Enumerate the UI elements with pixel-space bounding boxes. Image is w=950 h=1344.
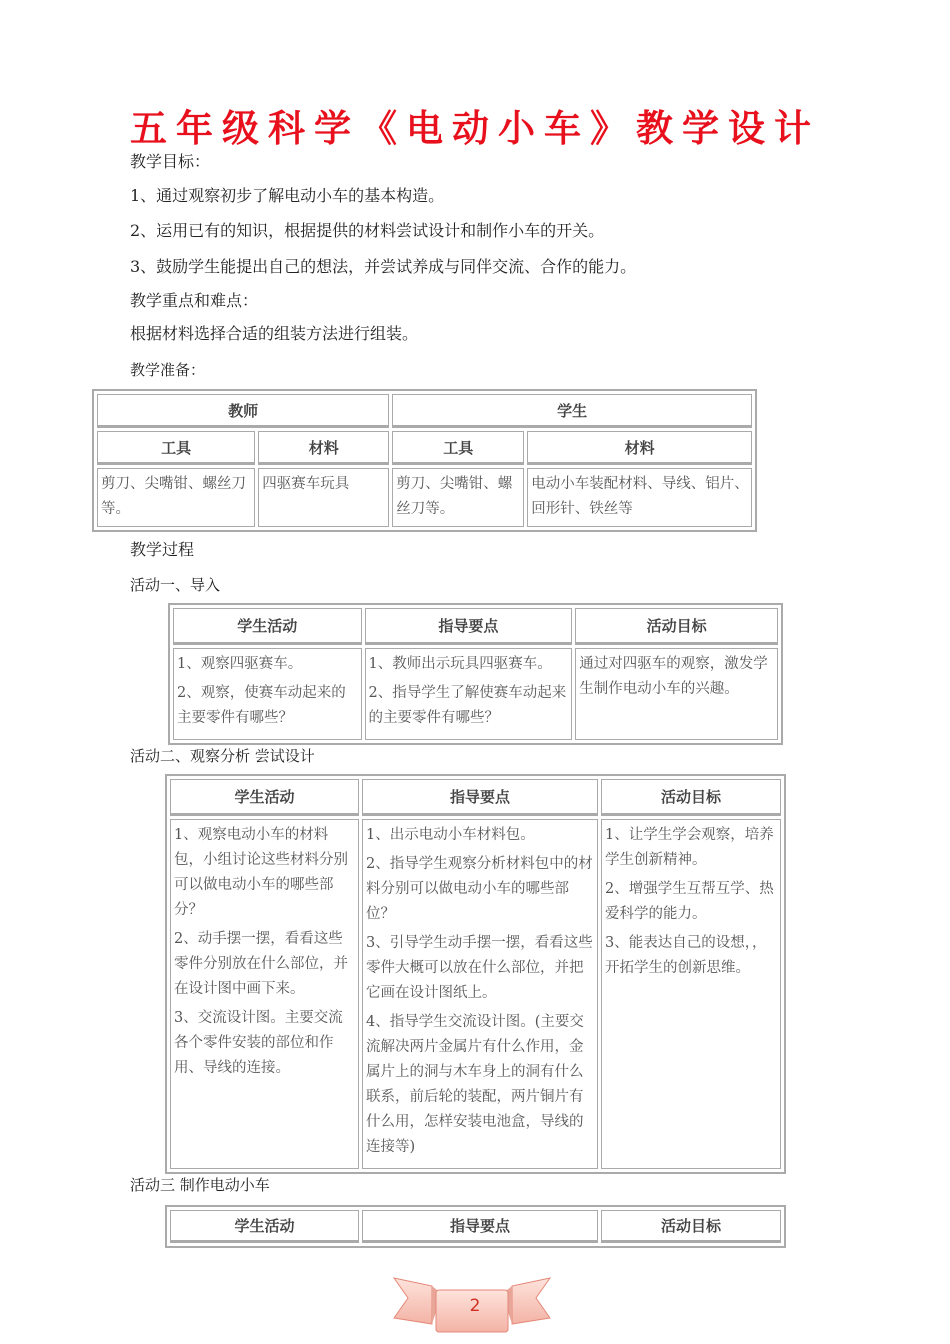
activity1-table [168, 603, 783, 745]
a1-student-cell: 1、观察四驱赛车。 2、观察，使赛车动起来的主要零件有哪些？ [173, 648, 362, 740]
a2-student-cell: 1、观察电动小车的材料包，小组讨论这些材料分别可以做电动小车的哪些部分？ 2、动手摆一摆，看看这些零件分别放在什么部位，并在设计图中画下来。 3、交流设计图。主要交流各个零件安装的部位和作用、导线的连接。 [170, 819, 359, 1169]
a1-goal-header: 活动目标 [575, 608, 778, 645]
student-tools-cell: 剪刀、尖嘴钳、螺丝刀等。 [392, 468, 524, 527]
a3-student-header: 学生活动 [170, 1210, 359, 1243]
goal-2: 2、运用已有的知识，根据提供的材料尝试设计和制作小车的开关。 [130, 221, 605, 240]
prep-table [92, 389, 757, 532]
teacher-tools-cell: 剪刀、尖嘴钳、螺丝刀等。 [97, 468, 255, 527]
a1-student-header: 学生活动 [173, 608, 362, 645]
a3-goal-header: 活动目标 [601, 1210, 781, 1243]
goal-3: 3、鼓励学生能提出自己的想法，并尝试养成与同伴交流、合作的能力。 [130, 257, 637, 276]
teacher-header: 教师 [97, 394, 389, 428]
activity2-table [165, 774, 786, 1174]
a1-guide-cell: 1、教师出示玩具四驱赛车。 2、指导学生了解使赛车动起来的主要零件有哪些？ [365, 648, 573, 740]
goals-heading: 教学目标： [130, 152, 211, 171]
a3-guide-header: 指导要点 [362, 1210, 598, 1243]
a2-guide-cell: 1、出示电动小车材料包。 2、指导学生观察分析材料包中的材料分别可以做电动小车的哪些部位？ 3、引导学生动手摆一摆，看看这些零件大概可以放在什么部位，并把它画在设计图纸上。 4、指导学生交流设计图。(主要交流解决两片金属片有什么作用，金属片上的洞与木车身上的洞有什么联系，前后轮的装配，两片铜片有什么用，怎样安装电池盒，导线的连接等) [362, 819, 598, 1169]
key-text: 根据材料选择合适的组装方法进行组装。 [130, 324, 419, 343]
a1-guide-header: 指导要点 [365, 608, 573, 645]
teacher-materials-cell: 四驱赛车玩具 [258, 468, 389, 527]
a2-goal-header: 活动目标 [601, 779, 781, 816]
document-title: 五年级科学《电动小车》教学设计 [130, 107, 820, 150]
prep-heading: 教学准备： [130, 361, 206, 379]
a2-guide-header: 指导要点 [362, 779, 598, 816]
a2-goal-cell: 1、让学生学会观察，培养学生创新精神。 2、增强学生互帮互学、热爱科学的能力。 3、能表达自己的设想，，开拓学生的创新思维。 [601, 819, 781, 1169]
a1-goal-cell: 通过对四驱车的观察，激发学生制作电动小车的兴趣。 [575, 648, 778, 740]
student-materials-header: 材料 [527, 431, 752, 465]
teacher-materials-header: 材料 [258, 431, 389, 465]
student-header: 学生 [392, 394, 752, 428]
page-number: 2 [469, 1296, 481, 1316]
teacher-tools-header: 工具 [97, 431, 255, 465]
activity2-title: 活动二、观察分析 尝试设计 [130, 747, 315, 765]
key-heading: 教学重点和难点： [130, 291, 259, 310]
student-materials-cell: 电动小车装配材料、导线、铝片、回形针、铁丝等 [527, 468, 752, 527]
student-tools-header: 工具 [392, 431, 524, 465]
activity3-title: 活动三 制作电动小车 [130, 1176, 270, 1194]
process-heading: 教学过程 [130, 540, 195, 559]
a2-student-header: 学生活动 [170, 779, 359, 816]
goal-1: 1、通过观察初步了解电动小车的基本构造。 [130, 186, 445, 205]
activity3-table [165, 1205, 786, 1248]
activity1-title: 活动一、导入 [130, 576, 221, 594]
